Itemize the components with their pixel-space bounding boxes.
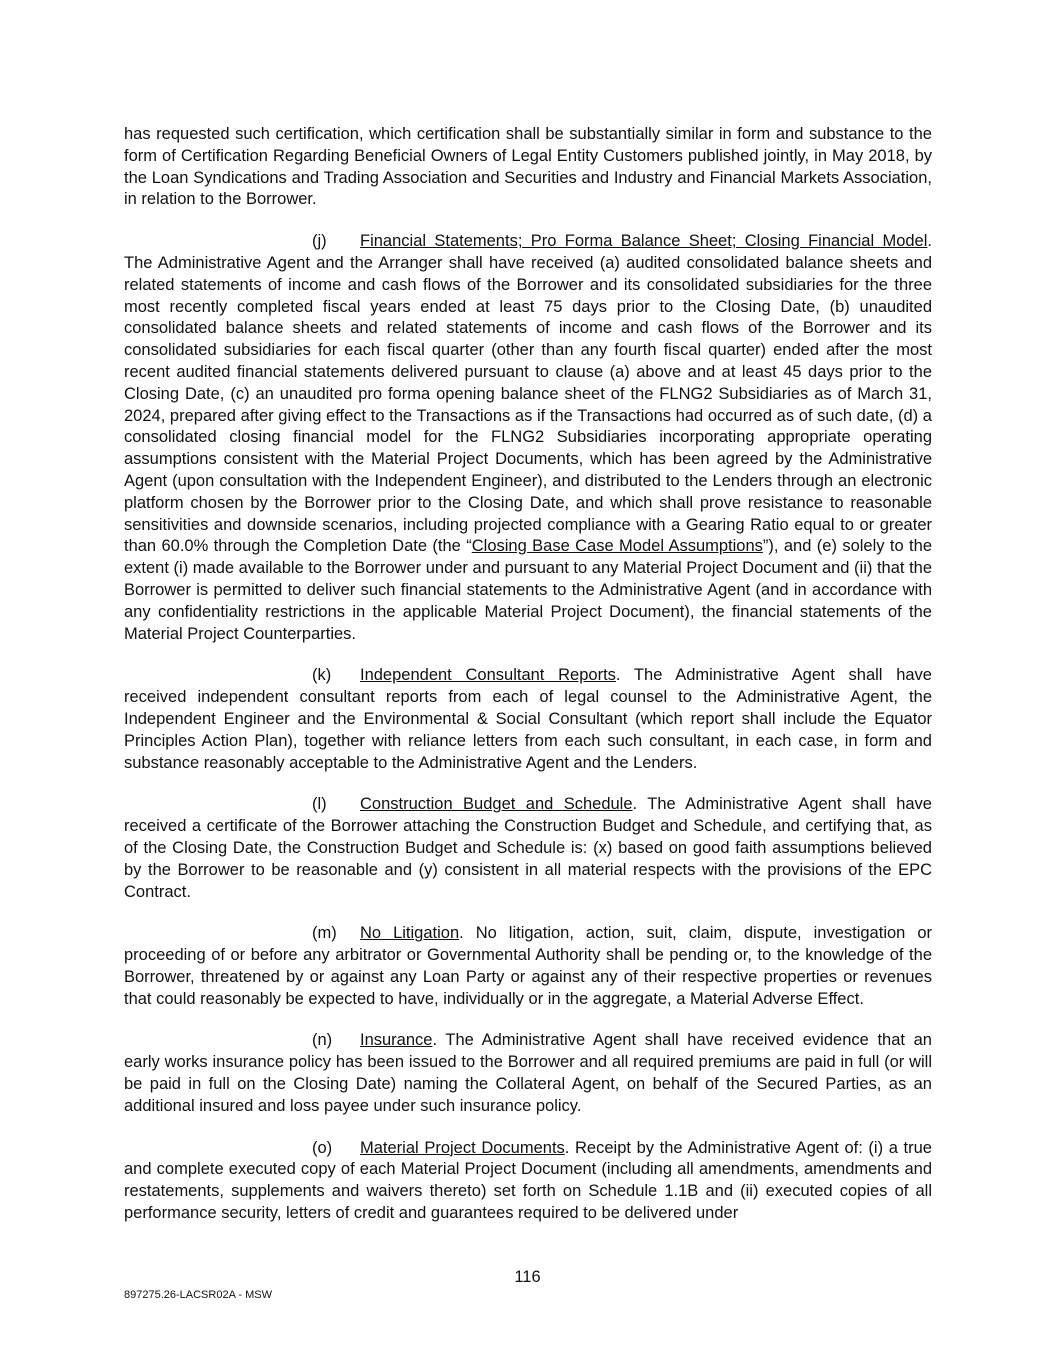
intro-paragraph: has requested such certification, which certification shall be substantially similar in form and substance to the form of Certification Regarding Beneficial Owners of Legal Entity Customers published jointly, in May 2018, by the Loan Syndications and Trading Association and Securities and Industry and Financial Markets Association, in relation to the Borrower.	[124, 125, 932, 209]
section-l	[124, 794, 932, 903]
section-o-heading: Material Project Documents	[360, 1138, 565, 1157]
section-k-body: . The Administrative Agent shall have received independent consultant reports from each of legal counsel to the Administrative Agent, the Independent Engineer and the Environmental & Social Consultant (which report shall include the Equator Principles Action Plan), together with reliance letters from each such consultant, in each case, in form and substance reasonably acceptable to the Administrative Agent and the Lenders.	[124, 666, 932, 772]
section-o	[124, 1138, 932, 1225]
section-o-label: (o)	[312, 1138, 333, 1157]
section-n-label: (n)	[312, 1031, 333, 1050]
document-page	[124, 124, 932, 1245]
section-l-heading: Construction Budget and Schedule	[360, 795, 633, 814]
section-m-heading: No Litigation	[360, 924, 460, 943]
document-id: 897275.26-LACSR02A - MSW	[124, 1289, 272, 1301]
section-m-label: (m)	[312, 924, 337, 943]
page-number: 116	[514, 1268, 541, 1286]
section-j-body-b: ”), and (e) solely to the extent (i) made available to the Borrower under and pursuant to any Material Project Document and (ii) that the Borrower is permitted to deliver such financial statements to the Administrative Agent (and in accordance with any confidentiality restrictions in the applicable Material Project Document), the financial statements of the Material Project Counterparties.	[124, 537, 933, 643]
section-m	[124, 923, 932, 1010]
section-j-defined-term: Closing Base Case Model Assumptions	[471, 537, 763, 556]
section-m-body: . No litigation, action, suit, claim, dispute, investigation or proceeding of or before any arbitrator or Governmental Authority shall be pending or, to the knowledge of the Borrower, threatened by or against any Loan Party or against any of their respective properties or revenues that could reasonably be expected to have, individually or in the aggregate, a Material Adverse Effect.	[124, 924, 932, 1008]
section-k-heading: Independent Consultant Reports	[360, 666, 616, 685]
section-k	[124, 665, 932, 774]
section-n-body: . The Administrative Agent shall have received evidence that an early works insurance policy has been issued to the Borrower and all required premiums are paid in full (or will be paid in full on the Closing Date) naming the Collateral Agent, on behalf of the Secured Parties, as an additional insured and loss payee under such insurance policy.	[124, 1031, 932, 1115]
section-o-body: . Receipt by the Administrative Agent of: (i) a true and complete executed copy of each Material Project Document (including all amendments, amendments and restatements, supplements and waivers thereto) set forth on Schedule 1.1B and (ii) executed copies of all performance security, letters of credit and guarantees required to be delivered under	[124, 1138, 932, 1223]
section-j-label: (j)	[312, 232, 327, 251]
section-k-label: (k)	[312, 666, 332, 685]
section-j-body-a: . The Administrative Agent and the Arranger shall have received (a) audited consolidated balance sheets and related statements of income and cash flows of the Borrower and its consolidated subsidiaries for the three most recently completed fiscal years ended at least 75 days prior to the Closing Date, (b) unaudited consolidated balance sheets and related statements of income and cash flows of the Borrower and its consolidated subsidiaries for each fiscal quarter (other than any fourth fiscal quarter) ended after the most recent audited financial statements delivered pursuant to clause (a) above and at least 45 days prior to the Closing Date, (c) an unaudited pro forma opening balance sheet of the FLNG2 Subsidiaries as of March 31, 2024, prepared after giving effect to the Transactions as if the Transactions had occurred as of such date, (d) a consolidated closing financial model for the FLNG2 Subsidiaries incorporating appropriate operating assumptions consistent with the Material Project Documents, which has been agreed by the Administrative Agent (upon consultation with the Independent Engineer), and distributed to the Lenders through an electronic platform chosen by the Borrower prior to the Closing Date, and which shall prove resistance to reasonable sensitivities and downside scenarios, including projected compliance with a Gearing Ratio equal to or greater than 60.0% through the Completion Date (the “	[124, 232, 932, 556]
section-n-heading: Insurance	[360, 1031, 433, 1050]
section-l-label: (l)	[312, 795, 327, 814]
section-j	[124, 231, 932, 645]
section-j-heading: Financial Statements; Pro Forma Balance Sheet; Closing Financial Model	[360, 232, 928, 251]
section-n	[124, 1030, 932, 1117]
section-l-body: . The Administrative Agent shall have received a certificate of the Borrower attaching the Construction Budget and Schedule, and certifying that, as of the Closing Date, the Construction Budget and Schedule is: (x) based on good faith assumptions believed by the Borrower to be reasonable and (y) consistent in all material respects with the provisions of the EPC Contract.	[124, 795, 932, 901]
